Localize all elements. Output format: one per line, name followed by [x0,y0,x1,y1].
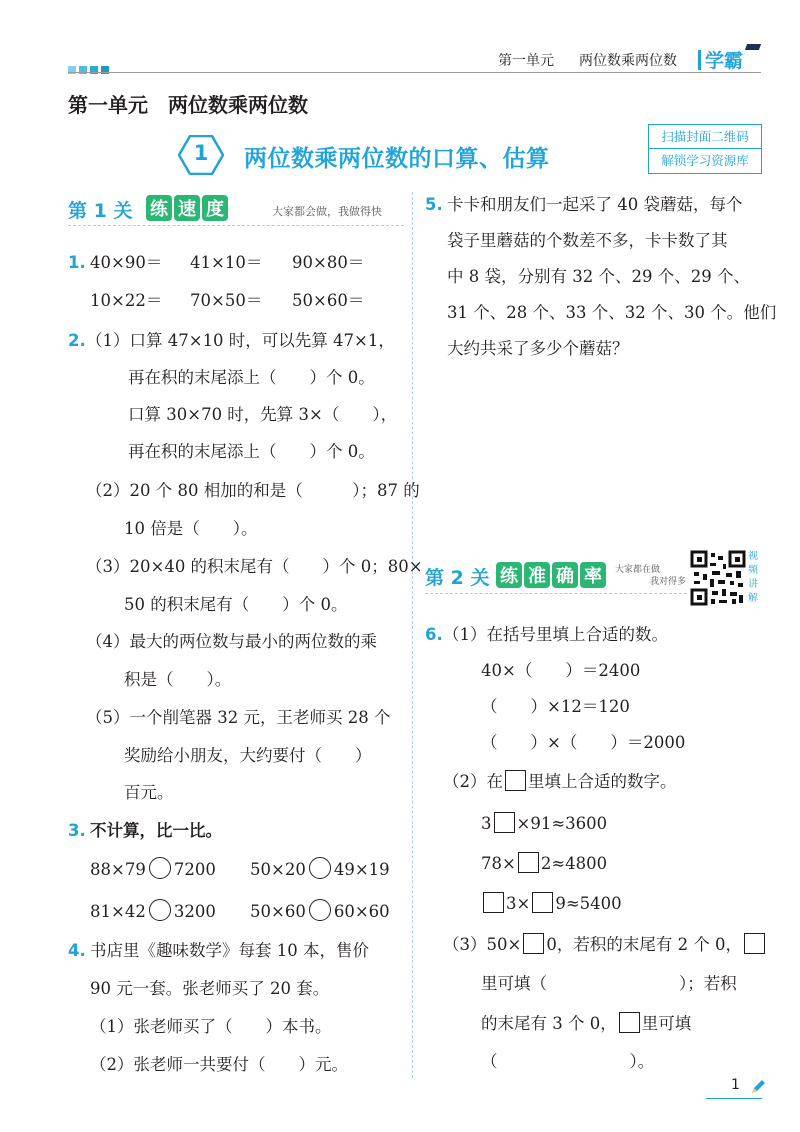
q5-text: 卡卡和朋友们一起采了 40 袋蘑菇，每个 [447,195,743,214]
q3-row2 [90,899,216,923]
qr-label-char: 讲 [748,579,758,590]
q2-number: 2. [68,331,86,350]
q2-text: 10 倍是（ ）。 [124,519,258,538]
q6-eq: （ ）×12＝120 [481,697,630,716]
qr-label [748,550,760,606]
level2-char: 准 [524,562,550,588]
q6-p2-row [481,852,607,875]
q3-expr: 50×60 [250,902,306,921]
q6-p2-row [481,892,622,915]
lesson-number-badge [178,135,224,175]
q6-text: 3× [506,894,531,913]
q6-p3-line4: （ ）。 [481,1052,655,1071]
compare-circle[interactable] [149,899,171,921]
qr-label-char: 视 [748,551,758,562]
q6-p2-title [443,770,677,793]
header-topic: 两位数乘两位数 [579,53,677,69]
q2-text: 再在积的末尾添上（ ）个 0。 [128,368,375,387]
compare-circle[interactable] [309,899,331,921]
q6-number: 6. [425,625,443,644]
q6-p2-row [481,812,607,835]
q6-p3-line2: 里可填（ ）；若积 [481,974,737,993]
q1-item: 90×80＝ [292,253,365,272]
compare-circle[interactable] [149,857,171,879]
level1-char: 度 [202,195,228,221]
q2-text: 积是（ ）。 [124,670,232,689]
q2-text: （3）20×40 的积末尾有（ ）个 0；80× [86,557,423,576]
header-rule [68,72,761,73]
level1-title [146,195,228,221]
q2-text: （2）20 个 80 相加的和是（ ）；87 的 [86,481,420,500]
q3-expr: 81×42 [90,902,146,921]
q5-text: 大约共采了多少个蘑菇？ [447,339,629,358]
q4-number: 4. [68,941,86,960]
q3-expr: 50×20 [250,860,306,879]
q3-row1 [90,857,216,881]
level1-char: 练 [146,195,172,221]
lesson-number: 1 [193,141,209,165]
q6-text: 的末尾有 3 个 0， [481,1014,617,1033]
column-divider [412,192,413,1078]
level1-underline [68,225,404,226]
q6-text: 里可填 [641,1014,692,1033]
q2-text: 50 的积末尾有（ ）个 0。 [124,595,348,614]
header-dots [68,59,109,78]
q1-item: 40×90＝ [90,253,163,272]
q6-eq: （ ）×（ ）＝2000 [481,733,686,752]
q2-text: 奖励给小朋友，大约要付（ ） [124,746,372,765]
pencil-icon [749,1078,767,1100]
q2-text: （1）口算 47×10 时，可以先算 47×1， [86,331,395,350]
q6-text: ×91≈3600 [516,814,608,833]
q3-title: 不计算，比一比。 [90,821,222,840]
level2-label: 第 2 关 [425,567,490,589]
q6-text: （1）在括号里填上合适的数。 [443,625,668,644]
level1-slogan: 大家都会做，我做得快 [272,205,382,218]
scan-note-line1: 扫描封面二维码 [649,125,761,149]
q1-row1 [68,252,86,274]
scan-note-line2: 解锁学习资源库 [661,153,749,168]
q3-expr: 49×19 [333,860,390,879]
lesson-title: 两位数乘两位数的口算、估算 [244,146,550,172]
level2-char: 练 [496,562,522,588]
brand-logo: 学霸 [705,50,744,72]
compare-circle[interactable] [309,857,331,879]
q1-item: 70×50＝ [190,291,263,310]
q2-text: （5）一个削笔器 32 元，王老师买 28 个 [86,708,391,727]
digit-box[interactable] [494,812,515,833]
q1-item: 41×10＝ [190,253,263,272]
q3-expr: 7200 [173,860,216,879]
q6-text: 78× [481,854,516,873]
digit-box[interactable] [744,933,765,954]
q6-text: 里填上合适的数字。 [528,772,677,791]
level2-underline [425,593,687,594]
level1-char: 速 [174,195,200,221]
q5-text: 袋子里蘑菇的个数差不多，卡卡数了其 [447,231,728,250]
brand-cap-icon [745,44,761,50]
qr-code-icon[interactable] [690,550,746,606]
level2-title [496,562,606,588]
q1-item: 10×22＝ [90,291,163,310]
q4-text: 书店里《趣味数学》每套 10 本，售价 [90,941,369,960]
q6-text: 3 [481,814,492,833]
scan-note-box [648,124,762,174]
q5-text: 中 8 袋，分别有 32 个、29 个、29 个、 [447,267,750,286]
unit-title: 第一单元 两位数乘两位数 [68,93,308,117]
level2-slogan2: 我对得多 [650,577,687,587]
q6-text: （2）在 [443,772,503,791]
q3-expr: 88×79 [90,860,146,879]
q4-sub: （1）张老师买了（ ）本书。 [90,1017,332,1036]
digit-box[interactable] [523,933,544,954]
q6-eq: 40×（ ）＝2400 [481,661,641,680]
q2-text: （4）最大的两位数与最小的两位数的乘 [86,632,377,651]
digit-box[interactable] [483,892,504,913]
page-number: 1 [731,1077,740,1093]
q3-number: 3. [68,821,86,840]
qr-label-char: 解 [748,593,758,604]
q6-p3-line3 [481,1012,691,1035]
q3-expr: 3200 [173,902,216,921]
q5-number: 5. [425,195,443,214]
level2-char: 确 [552,562,578,588]
level2-char: 率 [580,562,606,588]
q2-text: 口算 30×70 时，先算 3×（ ）， [128,405,398,424]
q6-text: 0，若积的末尾有 2 个 0， [546,935,743,954]
q6-p3-line1 [443,933,767,956]
header-brand-bar [698,50,701,70]
q6-text: （3）50× [443,935,522,954]
q2-text: 百元。 [124,783,174,802]
q6-text: 2≈4800 [540,854,608,873]
q3-expr: 60×60 [333,902,390,921]
q3-row2b [250,899,390,923]
q4-text: 90 元一套。张老师买了 20 套。 [90,979,330,998]
q3-row1b [250,857,390,881]
header-unit: 第一单元 [498,53,554,69]
digit-box[interactable] [619,1012,640,1033]
level1-label: 第 1 关 [68,200,133,222]
digit-box[interactable] [505,770,526,791]
q2-text: 再在积的末尾添上（ ）个 0。 [128,442,375,461]
digit-box[interactable] [518,852,539,873]
level2-slogan1: 大家都在做 [615,565,661,575]
q6-text: 9≈5400 [555,894,622,913]
qr-label-char: 频 [748,565,758,576]
q5-text: 31 个、28 个、33 个、32 个、30 个。他们 [447,303,777,322]
q4-sub: （2）张老师一共要付（ ）元。 [90,1055,348,1074]
q1-item: 50×60＝ [292,291,365,310]
digit-box[interactable] [532,892,553,913]
q1-number: 1. [68,253,86,272]
